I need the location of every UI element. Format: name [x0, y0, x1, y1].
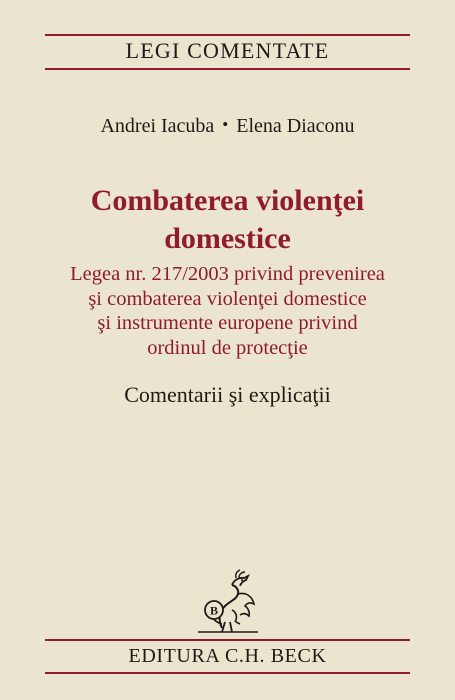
author-name: Andrei Iacuba	[100, 115, 215, 137]
subtitle-line: ordinul de protecţie	[147, 336, 308, 359]
author-separator: •	[222, 115, 229, 134]
book-title	[0, 182, 455, 258]
bottom-rule-upper	[45, 639, 410, 641]
bottom-rule-lower	[45, 672, 410, 674]
subtitle-line: Legea nr. 217/2003 privind prevenirea	[70, 263, 385, 285]
top-rule-lower	[45, 68, 410, 70]
subtitle-line: şi instrumente europene privind	[97, 312, 358, 334]
title-line: domestice	[164, 222, 291, 255]
subtitle-line: şi combaterea violenţei domestice	[88, 287, 367, 310]
title-line: Combaterea violenţei	[90, 184, 365, 217]
author-name: Elena Diaconu	[236, 115, 355, 137]
book-subtitle	[0, 262, 455, 360]
top-rule-upper	[45, 34, 410, 36]
publisher-name: EDITURA C.H. BECK	[128, 645, 327, 667]
authors	[0, 115, 455, 138]
series-name: LEGI COMENTATE	[125, 38, 330, 63]
griffin-beck-logo-icon	[192, 566, 264, 636]
book-tagline: Comentarii şi explicaţii	[124, 382, 331, 407]
logo-letter: B	[209, 603, 219, 618]
